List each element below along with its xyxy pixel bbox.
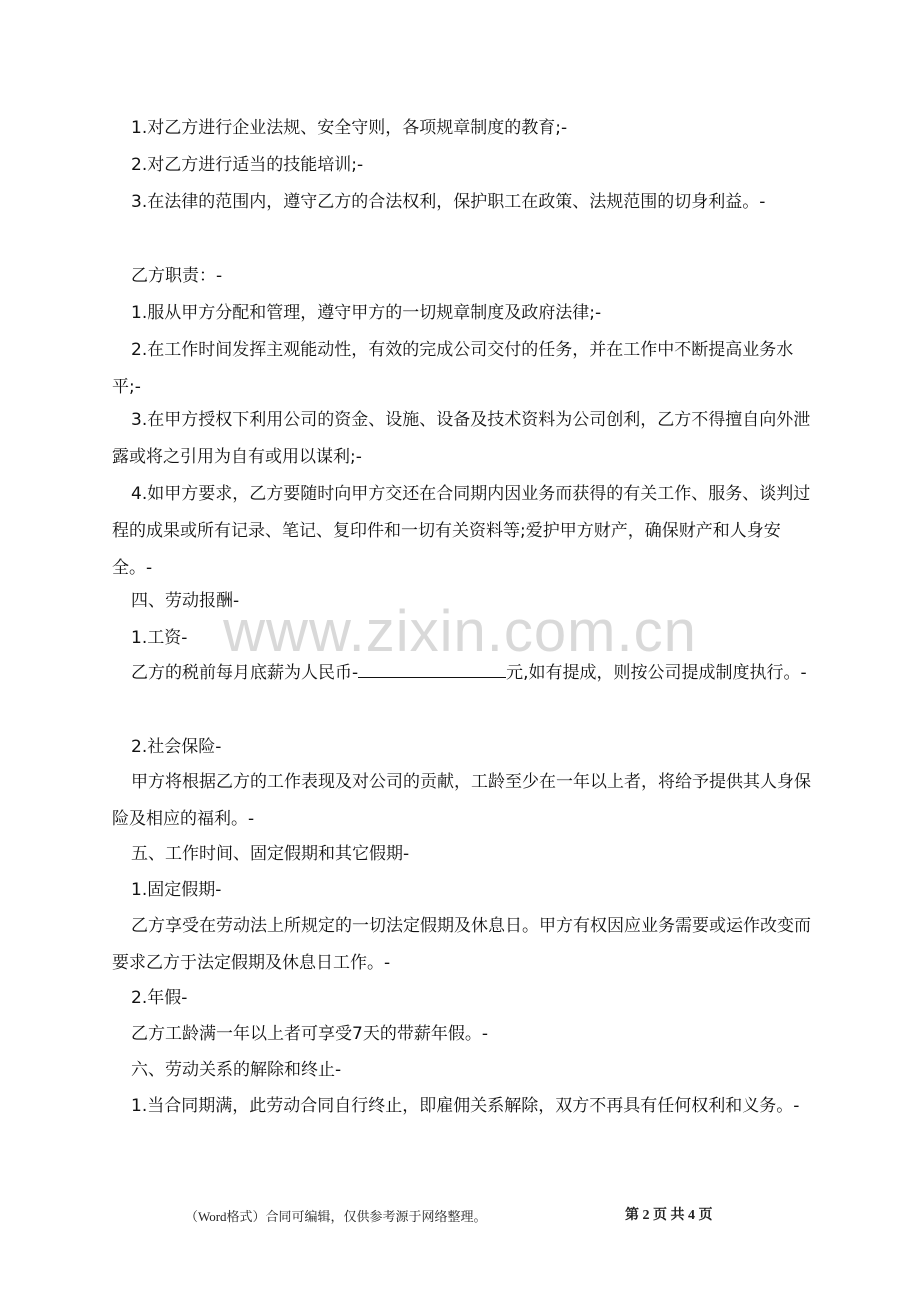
footer-note: （Word格式）合同可编辑，仅供参考源于网络整理。 [185, 1209, 487, 1224]
paragraph: 乙方工龄满一年以上者可享受7天的带薪年假。- [131, 1024, 488, 1044]
subheading: 1.固定假期- [131, 880, 222, 900]
paragraph: 2.对乙方进行适当的技能培训;- [131, 155, 364, 175]
subheading: 2.社会保险- [131, 737, 222, 757]
salary-text-before: 乙方的税前每月底薪为人民币- [131, 663, 359, 683]
paragraph: 4.如甲方要求，乙方要随时向甲方交还在合同期内因业务而获得的有关工作、服务、谈判过程的成果或所有记录、笔记、复印件和一切有关资料等;爱护甲方财产，确保财产和人身安全。- [112, 484, 811, 578]
watermark: www.zixin.com.cn [223, 599, 697, 664]
section-heading: 五、工作时间、固定假期和其它假期- [131, 844, 410, 864]
subheading: 1.工资- [131, 628, 188, 648]
paragraph: 3.在法律的范围内，遵守乙方的合法权利，保护职工在政策、法规范围的切身利益。- [131, 192, 766, 212]
paragraph: 乙方职责：- [131, 266, 223, 286]
salary-paragraph [112, 655, 812, 692]
subheading: 2.年假- [131, 988, 188, 1008]
paragraph: 乙方享受在劳动法上所规定的一切法定假期及休息日。甲方有权因应业务需要或运作改变而要求乙方于法定假期及休息日工作。- [112, 916, 811, 973]
paragraph: 1.服从甲方分配和管理，遵守甲方的一切规章制度及政府法律;- [131, 303, 602, 323]
paragraph: 甲方将根据乙方的工作表现及对公司的贡献，工龄至少在一年以上者，将给予提供其人身保险及相应的福利。- [112, 772, 811, 829]
paragraph: 2.在工作时间发挥主观能动性，有效的完成公司交付的任务，并在工作中不断提高业务水平;- [112, 340, 794, 397]
section-heading: 六、劳动关系的解除和终止- [131, 1060, 342, 1080]
section-heading: 四、劳动报酬- [131, 591, 240, 611]
paragraph: 1.对乙方进行企业法规、安全守则，各项规章制度的教育;- [131, 118, 568, 138]
page-number: 第 2 页 共 4 页 [625, 1208, 713, 1223]
salary-text-after: 元,如有提成，则按公司提成制度执行。- [506, 663, 807, 683]
paragraph: 3.在甲方授权下利用公司的资金、设施、设备及技术资料为公司创利，乙方不得擅自向外泄露或将之引用为自有或用以谋利;- [112, 410, 811, 467]
paragraph: 1.当合同期满，此劳动合同自行终止，即雇佣关系解除，双方不再具有任何权利和义务。- [131, 1096, 800, 1116]
salary-blank-field [358, 663, 506, 678]
